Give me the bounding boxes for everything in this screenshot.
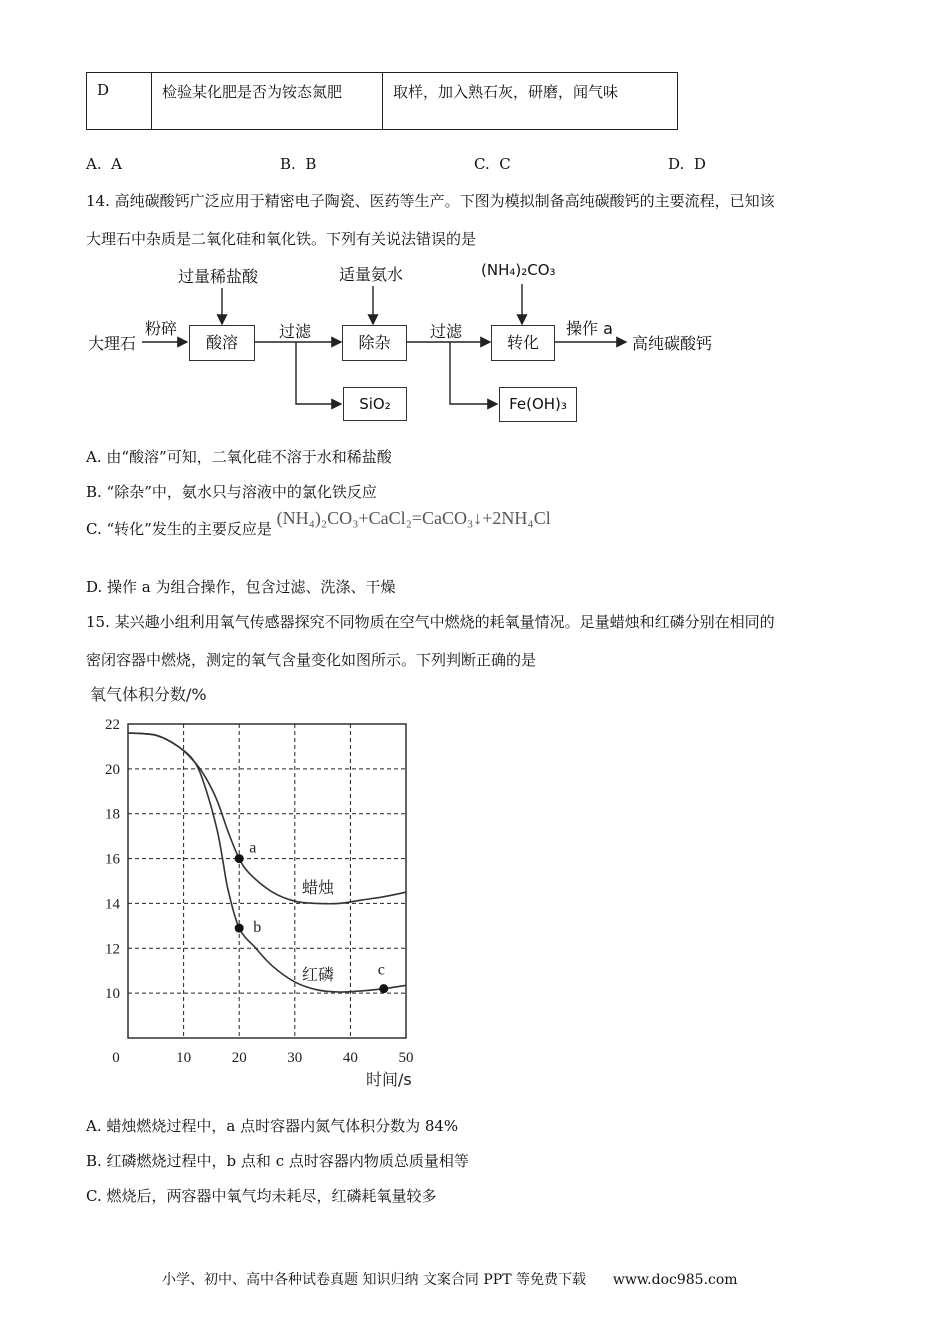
y-tick-label: 18 (105, 806, 120, 823)
table-cell-method: 取样，加入熟石灰，研磨，闻气味 (383, 73, 678, 130)
x-tick-label: 0 (112, 1050, 120, 1066)
series-line-phosphorus (128, 733, 406, 992)
x-axis-label: 时间/s (366, 1070, 412, 1089)
q15-option-a[interactable]: A. 蜡烛燃烧过程中，a 点时容器内氮气体积分数为 84% (86, 1117, 459, 1135)
q15-option-b[interactable]: B. 红磷燃烧过程中，b 点和 c 点时容器内物质总质量相等 (86, 1152, 469, 1170)
data-point-a (235, 854, 244, 863)
flow-step-crush: 粉碎 (145, 319, 178, 338)
data-point-b (235, 924, 244, 933)
flow-reagent-ammonia: 适量氨水 (339, 265, 404, 284)
x-tick-label: 50 (398, 1050, 414, 1066)
y-tick-label: 20 (105, 761, 120, 778)
x-tick-label: 20 (231, 1050, 247, 1066)
data-point-label-c: c (377, 961, 385, 979)
y-tick-label: 16 (105, 851, 120, 868)
q15-option-c[interactable]: C. 燃烧后，两容器中氧气均未耗尽，红磷耗氧量较多 (86, 1187, 437, 1205)
series-line-candle (128, 733, 406, 904)
flow-reagent-ammonium-carbonate: (NH₄)₂CO₃ (481, 261, 556, 279)
q15-stem-line1: 15. 某兴趣小组利用氧气传感器探究不同物质在空气中燃烧的耗氧量情况。足量蜡烛和红磷分别在相同的 (86, 613, 775, 631)
series-label-phosphorus: 红磷 (302, 965, 335, 984)
q13-option-b[interactable]: B. B (280, 155, 317, 173)
series-label-candle: 蜡烛 (302, 878, 335, 897)
q14-stem-line2: 大理石中杂质是二氧化硅和氧化铁。下列有关说法错误的是 (86, 230, 477, 248)
y-tick-label: 10 (105, 986, 120, 1003)
flow-reagent-hcl: 过量稀盐酸 (178, 267, 259, 286)
q15-stem-line2: 密闭容器中燃烧，测定的氧气含量变化如图所示。下列判断正确的是 (86, 651, 537, 669)
flow-box-convert: 转化 (491, 325, 555, 361)
x-tick-label: 10 (176, 1050, 192, 1066)
data-point-label-a: a (249, 839, 257, 857)
flow-filter-2: 过滤 (430, 322, 463, 341)
flow-product: 高纯碳酸钙 (632, 334, 713, 353)
flow-box-acid-dissolve: 酸溶 (189, 325, 255, 361)
q14-option-c-text: C. “转化”发生的主要反应是 (86, 520, 272, 538)
flow-step-operation-a: 操作 a (566, 319, 613, 338)
q14-option-b[interactable]: B. “除杂”中，氨水只与溶液中的氯化铁反应 (86, 483, 377, 501)
flow-box-purify: 除杂 (342, 325, 407, 361)
q14-option-d[interactable]: D. 操作 a 为组合操作，包含过滤、洗涤、干燥 (86, 578, 396, 596)
footer-text: 小学、初中、高中各种试卷真题 知识归纳 文案合同 PPT 等免费下载 (162, 1272, 586, 1288)
data-point-c (379, 984, 388, 993)
q14-option-c-equation: (NH₄)₂CO₃+CaCl₂=CaCO₃↓+2NH₄Cl (276, 508, 551, 528)
q14-stem-line1: 14. 高纯碳酸钙广泛应用于精密电子陶瓷、医药等生产。下图为模拟制备高纯碳酸钙的主要流程，已知该 (86, 192, 775, 210)
flow-filter-1: 过滤 (279, 322, 312, 341)
y-axis-label: 氧气体积分数/% (90, 685, 207, 704)
data-point-label-b: b (253, 919, 262, 937)
flow-start-marble: 大理石 (88, 334, 137, 353)
table-cell-experiment: 检验某化肥是否为铵态氮肥 (152, 73, 383, 130)
footer-url[interactable]: www.doc985.com (612, 1272, 738, 1288)
y-tick-label: 12 (105, 941, 120, 958)
footer (162, 1269, 738, 1289)
table-cell-label: D (87, 73, 152, 130)
q13-option-d[interactable]: D. D (668, 155, 706, 173)
q13-option-a[interactable]: A. A (86, 155, 122, 173)
x-tick-label: 40 (342, 1050, 358, 1066)
x-tick-label: 30 (287, 1050, 303, 1066)
flow-box-sio2: SiO₂ (343, 387, 407, 421)
flow-box-feoh3: Fe(OH)₃ (499, 387, 577, 422)
y-tick-label: 22 (105, 717, 120, 733)
q14-option-a[interactable]: A. 由“酸溶”可知，二氧化硅不溶于水和稀盐酸 (86, 448, 392, 466)
q13-option-c[interactable]: C. C (474, 155, 511, 173)
y-tick-label: 14 (105, 896, 120, 913)
